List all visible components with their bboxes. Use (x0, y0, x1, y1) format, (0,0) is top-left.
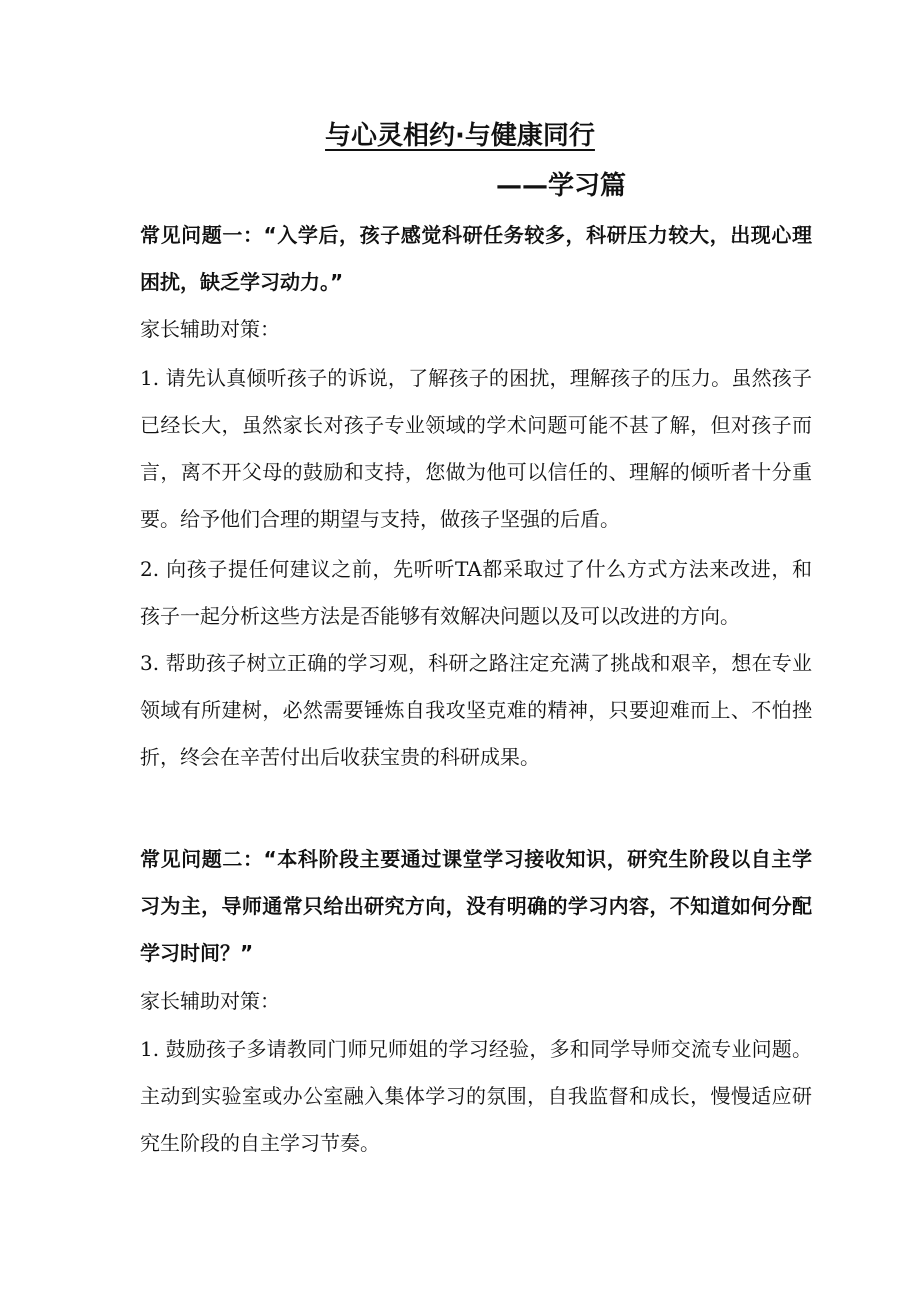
section-1-item-1: 1. 请先认真倾听孩子的诉说，了解孩子的困扰，理解孩子的压力。虽然孩子已经长大，虽然家长对孩子专业领域的学术问题可能不甚了解，但对孩子而言，离不开父母的鼓励和支持，您做为他可以信任的、理解的倾听者十分重要。给予他们合理的期望与支持，做孩子坚强的后盾。 (140, 366, 812, 531)
section-1-item-2: 2. 向孩子提任何建议之前，先听听TA都采取过了什么方式方法来改进，和孩子一起分析这些方法是否能够有效解决问题以及可以改进的方向。 (140, 557, 812, 628)
document-subtitle: ——学习篇 (496, 171, 627, 201)
section-2-strategy-label: 家长辅助对策： (140, 989, 280, 1013)
section-2-question: 常见问题二：“本科阶段主要通过课堂学习接收知识，研究生阶段以自主学习为主，导师通常只给出研究方向，没有明确的学习内容，不知道如何分配学习时间？” (140, 847, 812, 965)
section-1-strategy-label: 家长辅助对策： (140, 317, 280, 341)
document-title: 与心灵相约·与健康同行 (325, 121, 595, 151)
section-1-item-3: 3. 帮助孩子树立正确的学习观，科研之路注定充满了挑战和艰辛，想在专业领域有所建树，必然需要锤炼自我攻坚克难的精神，只要迎难而上、不怕挫折，终会在辛苦付出后收获宝贵的科研成果。 (140, 651, 812, 769)
section-1-question: 常见问题一：“入学后，孩子感觉科研任务较多，科研压力较大，出现心理困扰，缺乏学习动力。” (140, 223, 812, 294)
section-2-item-1: 1. 鼓励孩子多请教同门师兄师姐的学习经验，多和同学导师交流专业问题。主动到实验室或办公室融入集体学习的氛围，自我监督和成长，慢慢适应研究生阶段的自主学习节奏。 (140, 1037, 812, 1155)
